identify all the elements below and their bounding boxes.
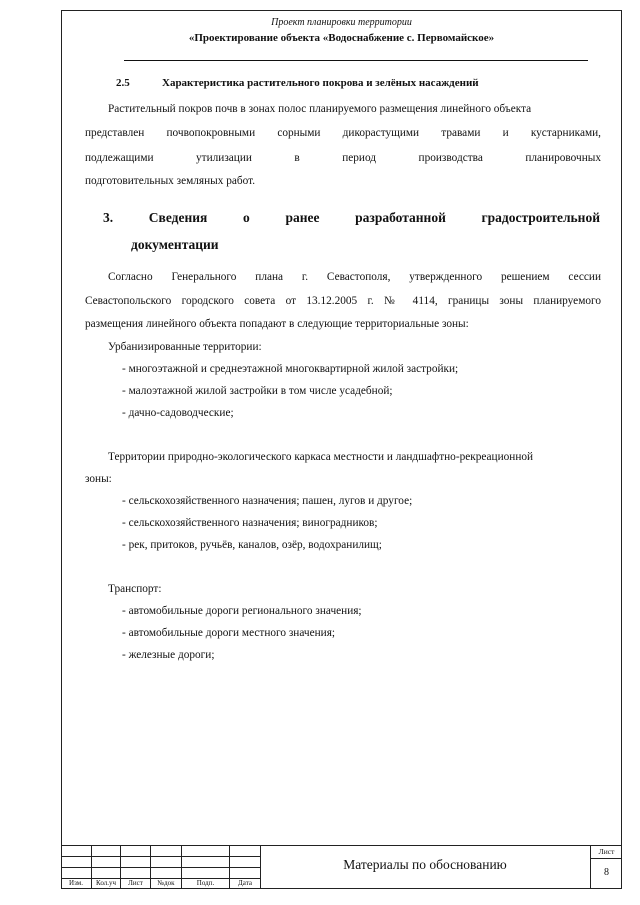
intro-line-3: размещения линейного объекта попадают в следующие территориальные зоны: <box>85 318 469 330</box>
section-2-5-line-2: представлен почвопокровными сорными дикорастущими травами и кустарниками, <box>85 127 601 139</box>
sheet-label: Лист <box>598 847 615 856</box>
urban-item-3: - дачно-садоводческие; <box>122 407 234 419</box>
natural-item-3: - рек, притоков, ручьёв, каналов, озёр, водохранилищ; <box>122 539 382 551</box>
transport-item-2: - автомобильные дороги местного значения; <box>122 627 336 639</box>
section-3-word-1: Сведения <box>148 210 208 225</box>
transport-heading: Транспорт: <box>108 583 162 595</box>
col-izm: Изм. <box>69 879 83 887</box>
col-ndok: №док <box>157 879 175 887</box>
intro-line-2: Севастопольского городского совета от 13.12.2005 г. № 4114, границы зоны планируемого <box>85 295 601 307</box>
col-data: Дата <box>238 879 252 887</box>
urban-item-2: - малоэтажной жилой застройки в том числе усадебной; <box>122 385 393 397</box>
col-kol-uch: Кол.уч <box>96 879 116 887</box>
transport-item-3: - железные дороги; <box>122 649 215 661</box>
section-2-5-number: 2.5 <box>116 77 130 89</box>
document-title: Материалы по обоснованию <box>343 857 507 872</box>
header-rule <box>124 60 588 61</box>
urban-item-1: - многоэтажной и среднеэтажной многоквартирной жилой застройки; <box>122 363 459 375</box>
section-3-heading-line-2: документации <box>131 237 219 252</box>
section-2-5-line-3: подлежащими утилизации в период производства планировочных <box>85 152 601 164</box>
natural-item-1: - сельскохозяйственного назначения; пашен, лугов и другое; <box>122 495 413 507</box>
section-3-heading-line-1 <box>103 210 600 226</box>
section-2-5-heading <box>116 77 479 89</box>
section-3-number: 3. <box>103 210 114 225</box>
sheet-number: 8 <box>604 867 609 878</box>
section-2-5-line-1: Растительный покров почв в зонах полос планируемого размещения линейного объекта <box>108 103 532 115</box>
header-subtitle: Проект планировки территории <box>271 17 412 28</box>
section-2-5-title: Характеристика растительного покрова и зелёных насаждений <box>162 77 479 89</box>
transport-item-1: - автомобильные дороги регионального значения; <box>122 605 362 617</box>
natural-item-2: - сельскохозяйственного назначения; виноградников; <box>122 517 378 529</box>
col-list: Лист <box>128 879 143 887</box>
natural-heading-line-1: Территории природно-экологического каркаса местности и ландшафтно-рекреационной <box>108 451 534 463</box>
natural-heading-line-2: зоны: <box>85 473 112 485</box>
section-3-word-5: градостроительной <box>481 210 600 225</box>
section-2-5-line-4: подготовительных земляных работ. <box>85 175 256 187</box>
urban-heading: Урбанизированные территории: <box>108 341 262 353</box>
section-3-word-3: ранее <box>285 210 320 225</box>
col-podp: Подп. <box>196 879 215 887</box>
header-title: «Проектирование объекта «Водоснабжение с. Первомайское» <box>188 32 495 44</box>
section-3-word-4: разработанной <box>355 210 446 225</box>
section-3-word-2: о <box>243 210 250 225</box>
intro-line-1: Согласно Генерального плана г. Севастополя, утвержденного решением сессии <box>108 271 601 283</box>
